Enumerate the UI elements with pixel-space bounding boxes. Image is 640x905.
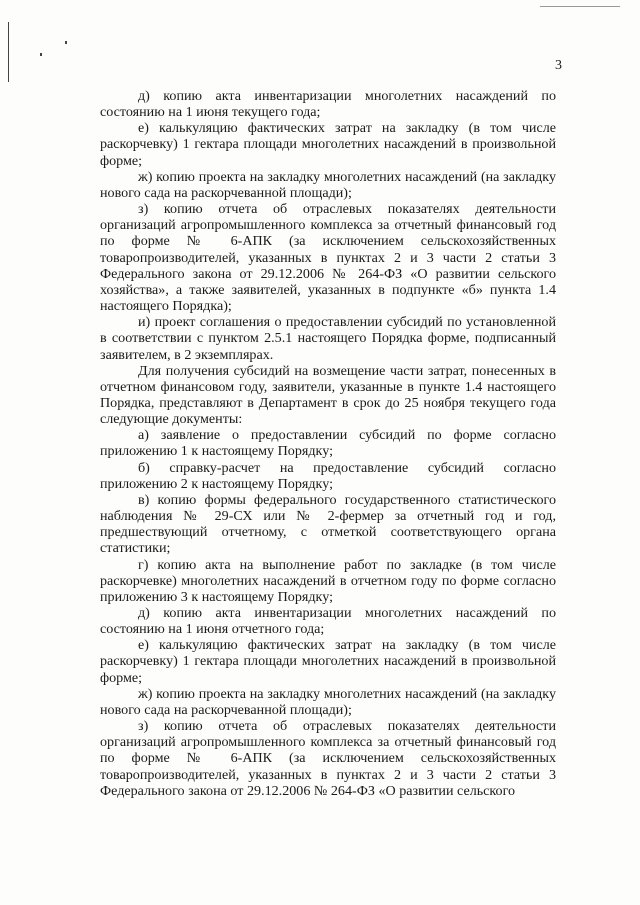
paragraph: ж) копию проекта на закладку многолетних насаждений (на закладку нового сада на раскорчеванной площади); [100,168,556,201]
paragraph: ж) копию проекта на закладку многолетних насаждений (на закладку нового сада на раскорчеванной площади); [100,685,556,718]
paragraph: б) справку-расчет на предоставление субсидий согласно приложению 2 к настоящему Порядку; [100,459,556,492]
paragraph: г) копию акта на выполнение работ по закладке (в том числе раскорчевке) многолетних насаждений в отчетном году по форме согласно приложению 3 к настоящему Порядку; [100,556,556,605]
paragraph: з) копию отчета об отраслевых показателях деятельности организаций агропромышленного комплекса за отчетный финансовый год по форме № 6-АПК (за исключением сельскохозяйственных товаропроизводителей, указанных в пунктах 2 и 3 части 2 статьи 3 Федерального закона от 29.12.2006 № 264-ФЗ «О развитии сельского хозяйства», а также заявителей, указанных в подпункте «б» пункта 1.4 настоящего Порядка); [100,201,556,315]
paragraph: в) копию формы федерального государственного статистического наблюдения № 29-СХ или № 2-фермер за отчетный год и год, предшествующий отчетному, с отметкой соответствующего органа статистики; [100,491,556,557]
paragraph: з) копию отчета об отраслевых показателях деятельности организаций агропромышленного комплекса за отчетный финансовый год по форме № 6-АПК (за исключением сельскохозяйственных товаропроизводителей, указанных в пунктах 2 и 3 части 2 статьи 3 Федерального закона от 29.12.2006 № 264-ФЗ «О развитии сельского [100,718,556,799]
paragraph: е) калькуляцию фактических затрат на закладку (в том числе раскорчевку) 1 гектара площади многолетних насаждений в произвольной форме; [100,120,556,169]
scan-dot [65,41,67,44]
scan-corner-line [540,6,620,7]
paragraph: е) калькуляцию фактических затрат на закладку (в том числе раскорчевку) 1 гектара площади многолетних насаждений в произвольной форме; [100,637,556,686]
paragraph: Для получения субсидий на возмещение части затрат, понесенных в отчетном финансовом году, заявители, указанные в пункте 1.4 настоящего Порядка, представляют в Департамент в срок до 25 ноября текущего года следующие документы: [100,362,556,428]
paragraph: а) заявление о предоставлении субсидий по форме согласно приложению 1 к настоящему Порядку; [100,427,556,460]
paragraph: д) копию акта инвентаризации многолетних насаждений по состоянию на 1 июня отчетного года; [100,605,556,638]
document-body [100,88,556,799]
paragraph: и) проект соглашения о предоставлении субсидий по установленной в соответствии с пунктом 2.5.1 настоящего Порядка форме, подписанный заявителем, в 2 экземплярах. [100,314,556,363]
page-number: 3 [555,58,562,73]
scan-dot [40,53,42,56]
paragraph: д) копию акта инвентаризации многолетних насаждений по состоянию на 1 июня текущего года; [100,88,556,121]
scan-edge-line [8,22,9,82]
